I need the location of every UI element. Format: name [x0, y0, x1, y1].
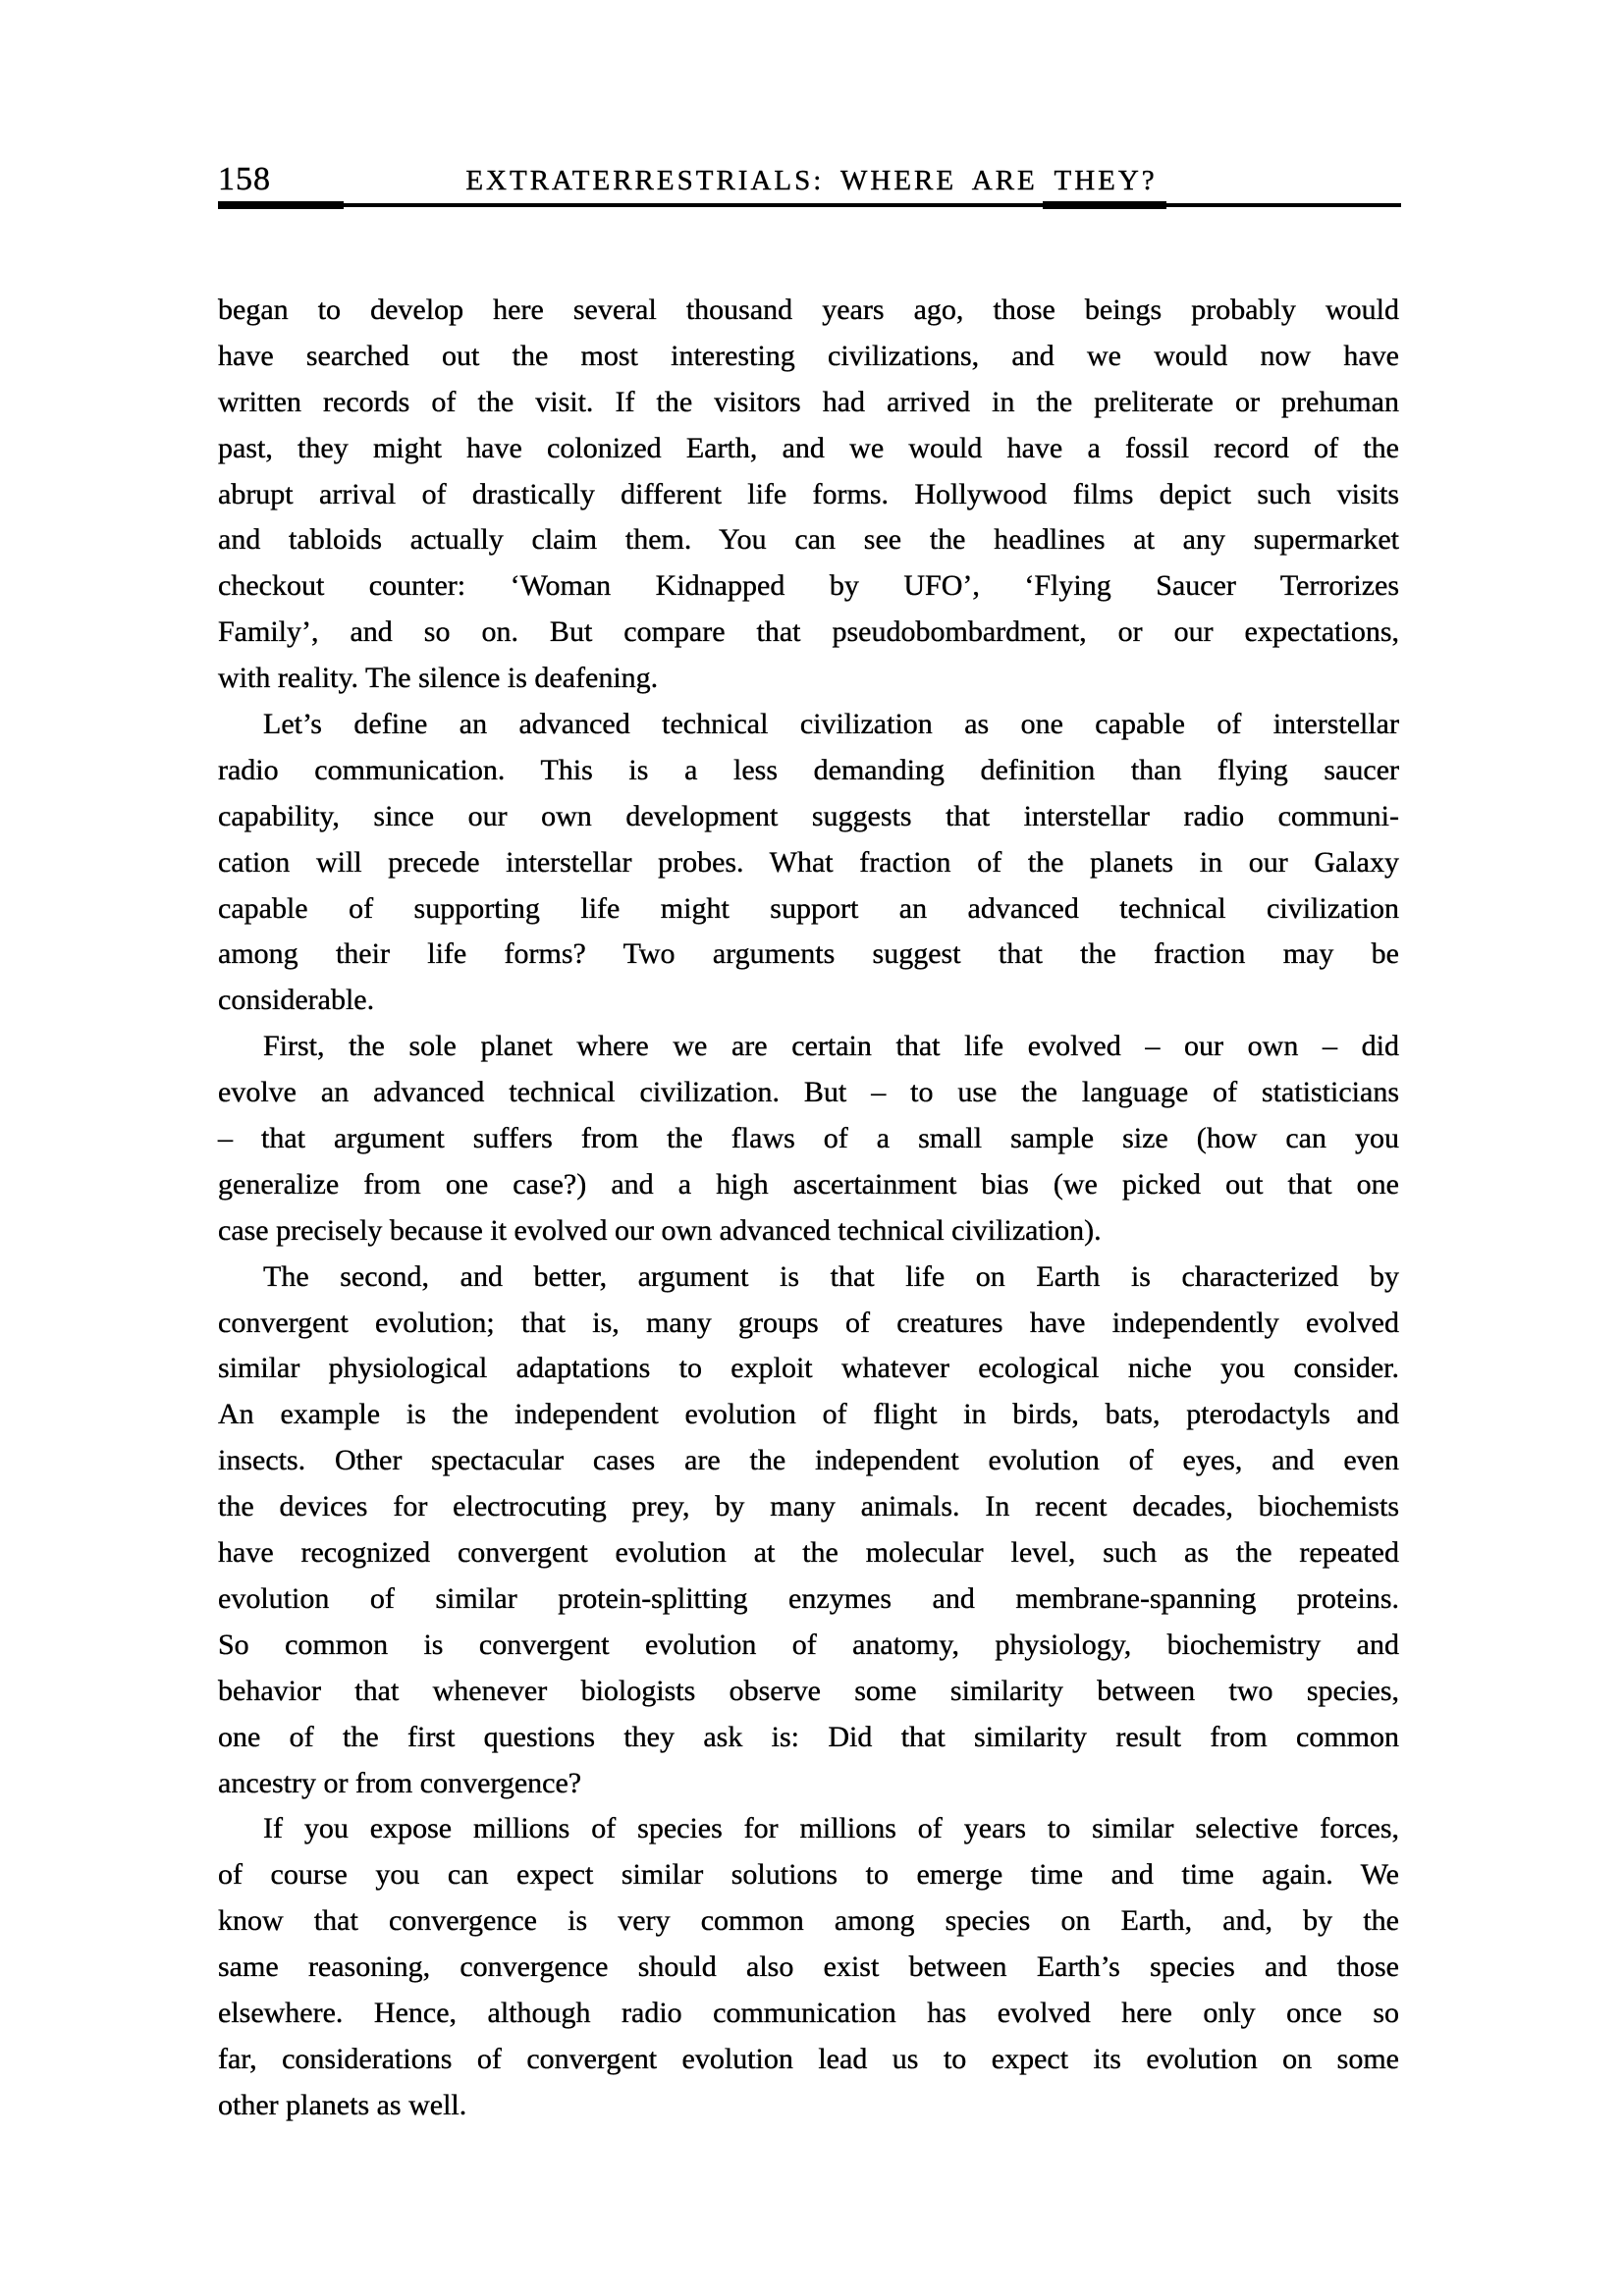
text-line: behavior that whenever biologists observe some similarity between two species,	[218, 1674, 1399, 1707]
text-line: First, the sole planet where we are certain that life evolved – our own – did	[263, 1030, 1399, 1063]
text-line: among their life forms? Two arguments suggest that the fraction may be	[218, 937, 1399, 971]
text-line: An example is the independent evolution of flight in birds, bats, pterodactyls and	[218, 1398, 1399, 1431]
text-line: cation will precede interstellar probes. What fraction of the planets in our Galaxy	[218, 845, 1399, 879]
text-line: capability, since our own development suggests that interstellar radio communi-	[218, 799, 1399, 832]
page-number: 158	[218, 161, 271, 197]
text-line: similar physiological adaptations to exploit whatever ecological niche you consider.	[218, 1352, 1399, 1385]
text-line: abrupt arrival of drastically different life forms. Hollywood films depict such visits	[218, 477, 1399, 510]
text-line: the devices for electrocuting prey, by many animals. In recent decades, biochemists	[218, 1490, 1399, 1523]
text-line: – that argument suffers from the flaws of a small sample size (how can you	[218, 1122, 1399, 1155]
text-line: and tabloids actually claim them. You can see the headlines at any supermarket	[218, 523, 1399, 557]
text-line: So common is convergent evolution of anatomy, physiology, biochemistry and	[218, 1628, 1399, 1661]
text-line: Let’s define an advanced technical civilization as one capable of interstellar	[263, 708, 1399, 741]
text-line: evolve an advanced technical civilization. But – to use the language of statisticians	[218, 1076, 1399, 1109]
text-line: elsewhere. Hence, although radio communication has evolved here only once so	[218, 1996, 1399, 2029]
text-line: If you expose millions of species for millions of years to similar selective forces,	[263, 1812, 1399, 1845]
text-line: one of the first questions they ask is: Did that similarity result from common	[218, 1720, 1399, 1753]
text-line: case precisely because it evolved our own advanced technical civilization).	[218, 1213, 1102, 1247]
text-line: began to develop here several thousand years ago, those beings probably would	[218, 294, 1399, 326]
text-line: ancestry or from convergence?	[218, 1766, 582, 1799]
text-line: have searched out the most interesting civilizations, and we would now have	[218, 339, 1399, 372]
text-line: written records of the visit. If the visitors had arrived in the preliterate or prehuman	[218, 385, 1399, 418]
text-line: checkout counter: ‘Woman Kidnapped by UFO’, ‘Flying Saucer Terrorizes	[218, 569, 1399, 603]
text-line: of course you can expect similar solutions to emerge time and time again. We	[218, 1858, 1399, 1892]
text-line: The second, and better, argument is that life on Earth is characterized by	[263, 1259, 1399, 1293]
text-line: radio communication. This is a less demanding definition than flying saucer	[218, 753, 1399, 786]
text-line: Family’, and so on. But compare that pseudobombardment, or our expectations,	[218, 615, 1399, 649]
text-line: same reasoning, convergence should also exist between Earth’s species and those	[218, 1950, 1399, 1984]
text-line: generalize from one case?) and a high ascertainment bias (we picked out that one	[218, 1167, 1399, 1201]
header-rule-thick-right	[1043, 201, 1166, 209]
text-line: far, considerations of convergent evolution lead us to expect its evolution on some	[218, 2042, 1399, 2075]
body-text	[218, 288, 1399, 2129]
header-rule	[218, 203, 1401, 207]
text-line: other planets as well.	[218, 2088, 467, 2121]
text-line: considerable.	[218, 984, 375, 1017]
header-rule-thick-left	[218, 201, 344, 209]
text-line: with reality. The silence is deafening.	[218, 662, 659, 695]
text-line: convergent evolution; that is, many groups of creatures have independently evolved	[218, 1306, 1399, 1339]
text-line: have recognized convergent evolution at the molecular level, such as the repeated	[218, 1536, 1399, 1570]
text-line: insects. Other spectacular cases are the independent evolution of eyes, and even	[218, 1444, 1399, 1477]
text-line: capable of supporting life might support an advanced technical civilization	[218, 891, 1399, 925]
text-line: know that convergence is very common among species on Earth, and, by the	[218, 1904, 1399, 1938]
text-line: past, they might have colonized Earth, and we would have a fossil record of the	[218, 431, 1399, 464]
text-line: evolution of similar protein-splitting enzymes and membrane-spanning proteins.	[218, 1581, 1399, 1615]
running-head: EXTRATERRESTRIALS: WHERE ARE THEY?	[465, 165, 1158, 196]
